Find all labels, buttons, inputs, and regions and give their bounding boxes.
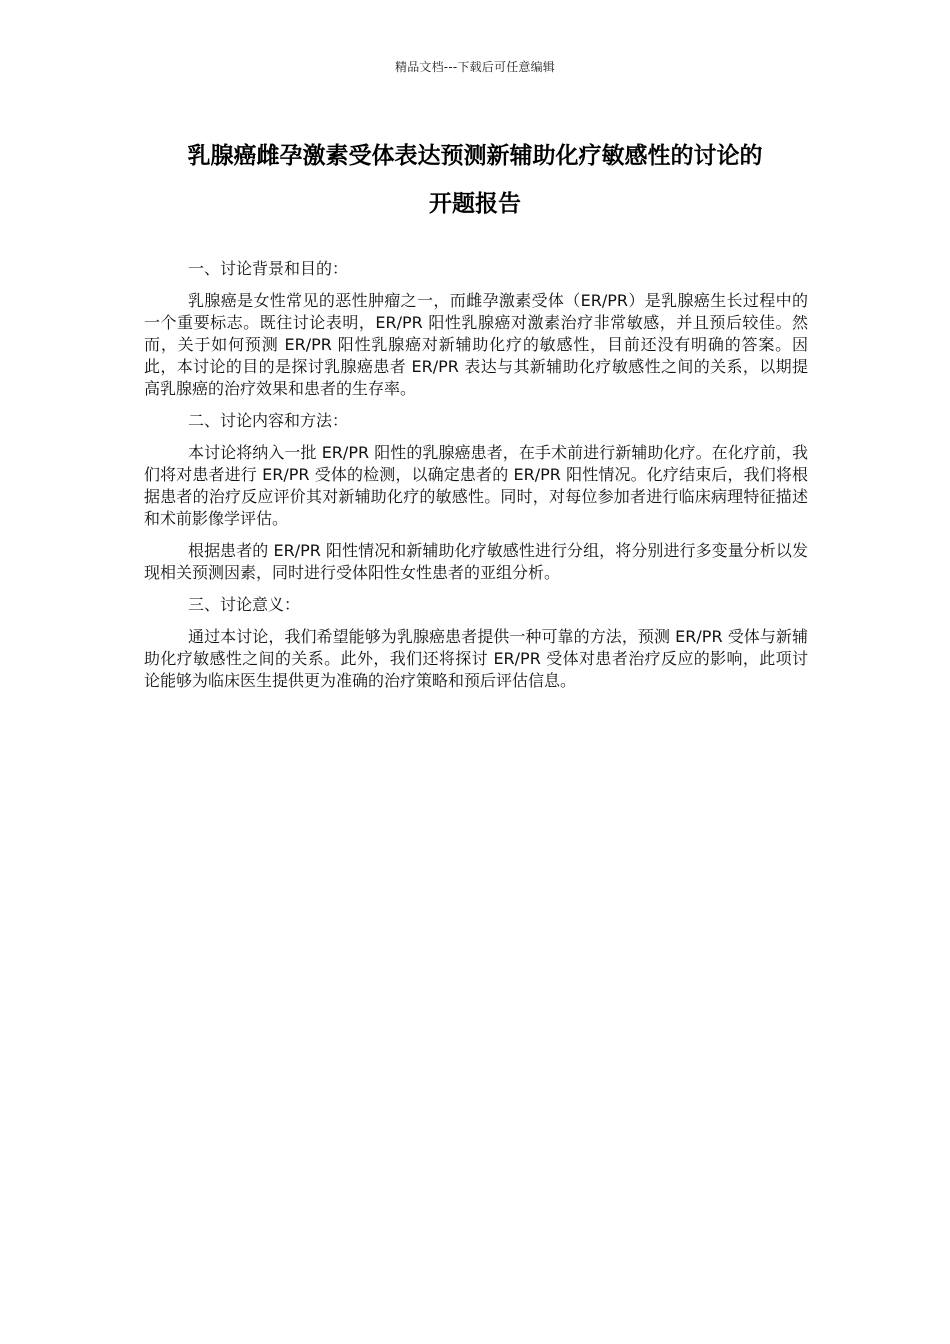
section-heading-methods: 二、讨论内容和方法： <box>188 411 349 430</box>
section-heading-background: 一、讨论背景和目的： <box>188 259 349 278</box>
document-body <box>144 258 808 702</box>
paragraph-significance: 通过本讨论，我们希望能够为乳腺癌患者提供一种可靠的方法，预测 ER/PR 受体与新辅助化疗敏感性之间的关系。此外，我们还将探讨 ER/PR 受体对患者治疗反应的影响，此项讨论能够为临床医生提供更为准确的治疗策略和预后评估信息。 <box>144 627 808 690</box>
paragraph-methods-1: 本讨论将纳入一批 ER/PR 阳性的乳腺癌患者，在手术前进行新辅助化疗。在化疗前，我们将对患者进行 ER/PR 受体的检测，以确定患者的 ER/PR 阳性情况。化疗结束后，我们将根据患者的治疗反应评价其对新辅助化疗的敏感性。同时，对每位参加者进行临床病理特征描述和术前影像学评估。 <box>144 443 808 528</box>
paragraph-background: 乳腺癌是女性常见的恶性肿瘤之一，而雌孕激素受体（ER/PR）是乳腺癌生长过程中的一个重要标志。既往讨论表明，ER/PR 阳性乳腺癌对激素治疗非常敏感，并且预后较佳。然而，关于如何预测 ER/PR 阳性乳腺癌对新辅助化疗的敏感性，目前还没有明确的答案。因此，本讨论的目的是探讨乳腺癌患者 ER/PR 表达与其新辅助化疗敏感性之间的关系，以期提高乳腺癌的治疗效果和患者的生存率。 <box>144 291 808 398</box>
section-heading-significance: 三、讨论意义： <box>188 595 301 614</box>
title-line-2: 开题报告 <box>429 191 521 217</box>
document-title <box>140 132 810 228</box>
header-note: 精品文档---下载后可任意编辑 <box>395 60 555 74</box>
title-line-1: 乳腺癌雌孕激素受体表达预测新辅助化疗敏感性的讨论的 <box>187 143 763 169</box>
paragraph-methods-2: 根据患者的 ER/PR 阳性情况和新辅助化疗敏感性进行分组，将分别进行多变量分析以发现相关预测因素，同时进行受体阳性女性患者的亚组分析。 <box>144 541 808 582</box>
